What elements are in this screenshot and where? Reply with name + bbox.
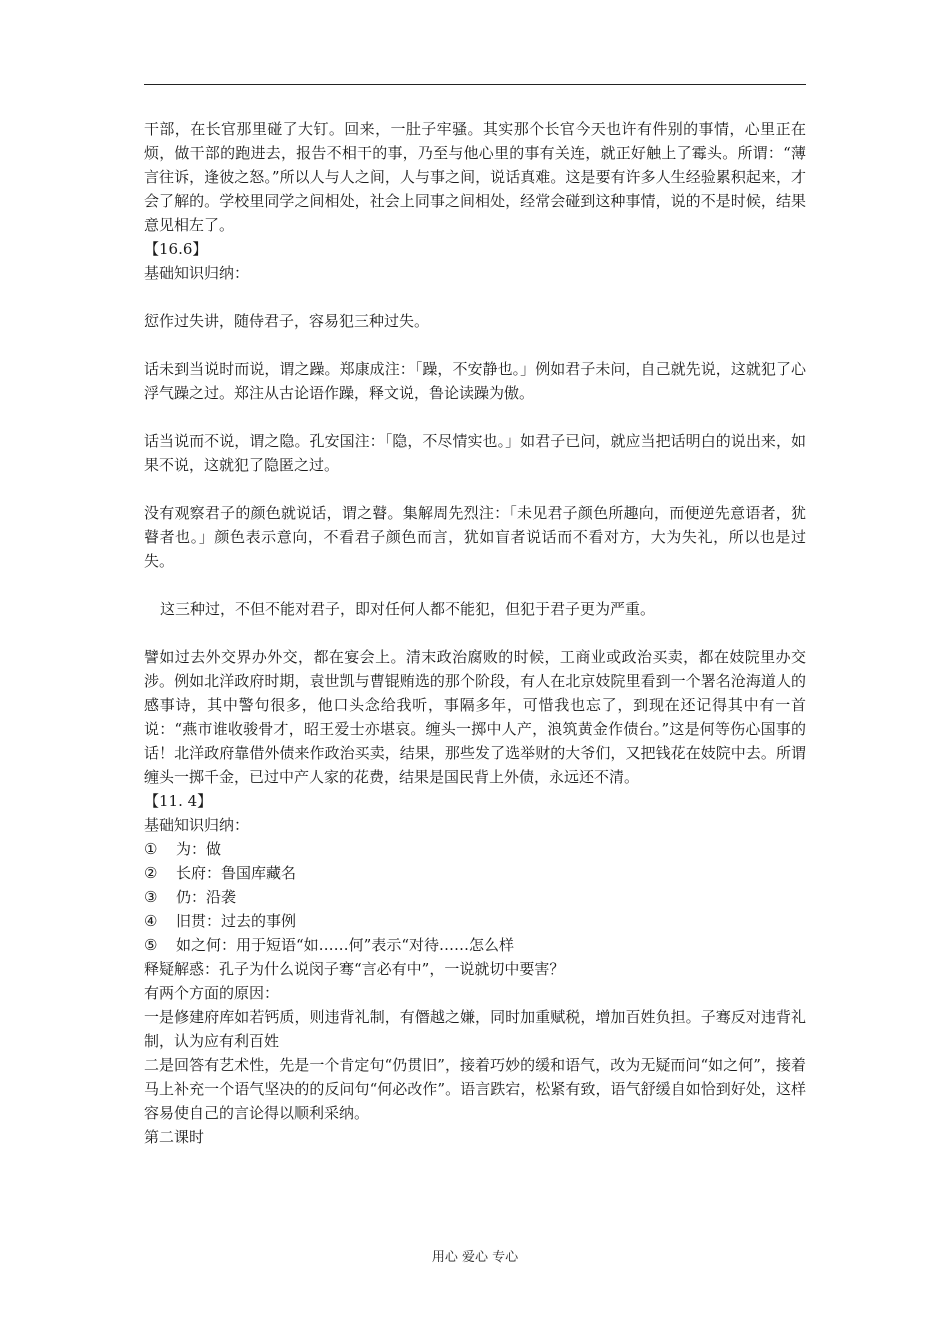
list-item [144,933,806,957]
list-number: ⑤ [144,936,158,954]
list-number: ② [144,864,158,882]
lesson-heading: 第二课时 [144,1128,205,1146]
spacer [144,333,806,357]
list-number: ④ [144,912,158,930]
list-text: 如之何：用于短语“如……何”表示“对待……怎么样 [176,936,515,954]
paragraph-three-faults: 这三种过，不但不能对君子，即对任何人都不能犯，但犯于君子更为严重。 [160,600,656,618]
answer-intro: 有两个方面的原因： [144,984,280,1002]
list-text: 仍：沿袭 [176,888,237,906]
paragraph-yin: 话当说而不说，谓之隐。孔安国注：「隐，不尽情实也。」如君子已问，就应当把话明白的说出来，如果不说，这就犯了隐匿之过。 [144,432,806,474]
paragraph-gu: 没有观察君子的颜色就说话，谓之瞽。集解周先烈注：「未见君子颜色所趣向，而便逆先意语者，犹瞽者也。」颜色表示意向，不看君子颜色而言，犹如盲者说话而不看对方，大为失礼，所以也是过失。 [144,504,806,570]
section-heading-11-4: 【11. 4】 [144,792,213,810]
list-text: 长府：鲁国库藏名 [176,864,297,882]
list-item [144,885,806,909]
paragraph-continuation: 干部，在长官那里碰了大钉。回来，一肚子牢骚。其实那个长官今天也许有件别的事情，心里正在烦，做干部的跑进去，报告不相干的事，乃至与他心里的事有关连，就正好触上了霉头。所谓：“薄言往诉，逢彼之怒。”所以人与人之间，人与事之间，说话真难。这是要有许多人生经验累积起来，才会了解的。学校里同学之间相处，社会上同事之间相处，经常会碰到这种事情，说的不是时候，结果意见相左了。 [144,120,806,234]
answer-reason-two: 二是回答有艺术性，先是一个肯定句“仍贯旧”，接着巧妙的缓和语气，改为无疑而问“如之何”，接着马上补充一个语气坚决的的反问句“何必改作”。语言跌宕，松紧有致，语气舒缓自如恰到好处，这样容易使自己的言论得以顺利采纳。 [144,1056,806,1122]
header-rule [144,84,806,85]
document-body [144,117,806,1149]
spacer [144,285,806,309]
paragraph-zao: 话未到当说时而说，谓之躁。郑康成注：「躁，不安静也。」例如君子未问，自己就先说，这就犯了心浮气躁之过。郑注从古论语作躁，释文说，鲁论读躁为傲。 [144,360,806,402]
basic-knowledge-heading: 基础知识归纳： [144,816,250,834]
paragraph-diplomacy: 譬如过去外交界办外交，都在宴会上。清末政治腐败的时候，工商业或政治买卖，都在妓院里办交涉。例如北洋政府时期，袁世凯与曹锟贿选的那个阶段，有人在北京妓院里看到一个署名沧海道人的感事诗，其中警句很多，他口头念给我听，事隔多年，可惜我也忘了，到现在还记得其中有一首说：“燕市谁收骏骨才，昭王爱士亦堪哀。缠头一掷中人产，浪筑黄金作债台。”这是何等伤心国事的话！北洋政府靠借外债来作政治买卖，结果，那些发了选举财的大爷们，又把钱花在妓院中去。所谓缠头一掷千金，已过中产人家的花费，结果是国民背上外债，永远还不清。 [144,648,806,786]
spacer [144,405,806,429]
list-number: ③ [144,888,158,906]
paragraph-qian: 愆作过失讲，随侍君子，容易犯三种过失。 [144,312,430,330]
page-footer: 用心 爱心 专心 [431,1250,519,1265]
list-text: 旧贯：过去的事例 [176,912,297,930]
list-item [144,861,806,885]
list-item [144,909,806,933]
answer-reason-one: 一是修建府库如若钙质，则违背礼制，有僭越之嫌，同时加重赋税，增加百姓负担。子骞反对违背礼制，认为应有利百姓 [144,1008,806,1050]
question-paragraph: 释疑解惑：孔子为什么说闵子骞“言必有中”，一说就切中要害？ [144,960,565,978]
spacer [144,621,806,645]
list-number: ① [144,840,158,858]
list-text: 为：做 [176,840,222,858]
spacer [144,477,806,501]
list-item [144,837,806,861]
spacer [144,573,806,597]
basic-knowledge-heading: 基础知识归纳： [144,264,250,282]
section-heading-16-6: 【16.6】 [144,240,208,258]
